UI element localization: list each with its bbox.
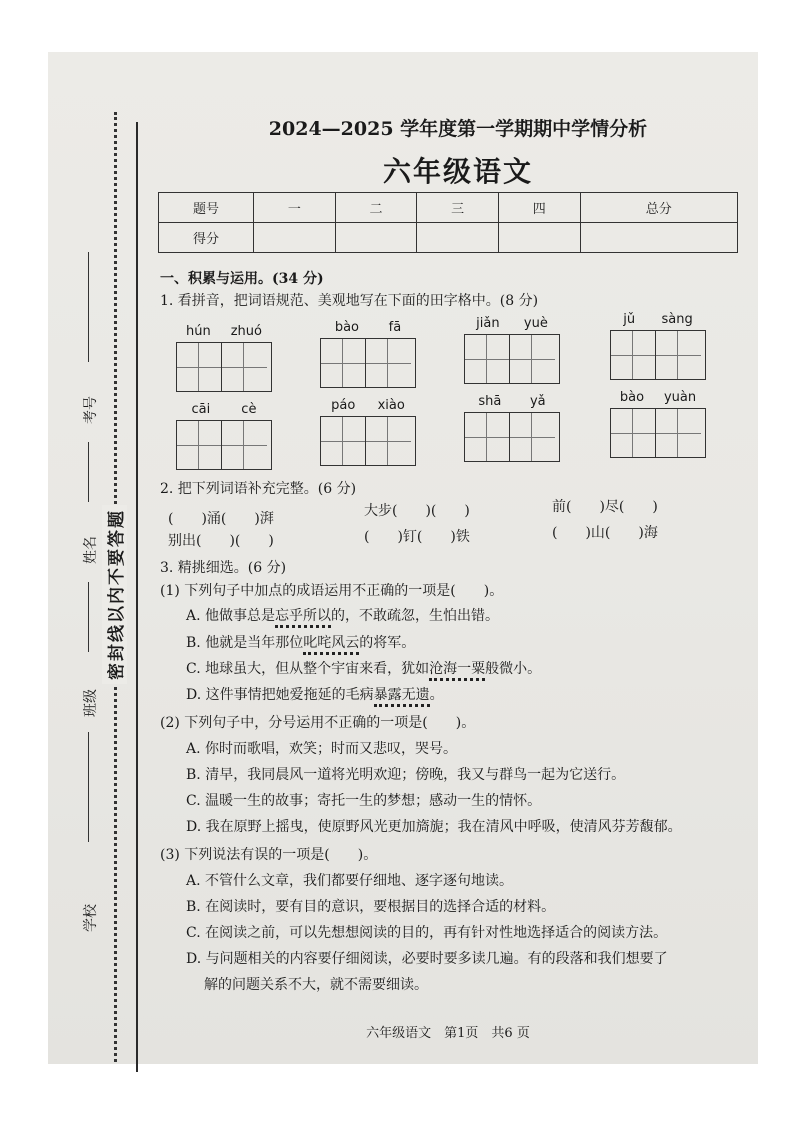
seal-warning: 密封线以内不要答题 — [102, 505, 127, 684]
binding-strip — [48, 52, 140, 1064]
option-d[interactable]: D. 我在原野上摇曳，使原野风光更加旖旎；我在清风中呼吸，使清风芬芳馥郁。 — [186, 819, 682, 835]
school-label: 学校 — [83, 904, 99, 932]
option-d[interactable]: D. 与问题相关的内容要仔细阅读，必要时要多读几遍。有的段落和我们想要了 — [186, 951, 668, 967]
pinyin-text: yuàn — [663, 390, 697, 405]
page-footer: 六年级语文 第1页 共6 页 — [366, 1026, 530, 1041]
school-blank — [88, 822, 89, 842]
pinyin-item — [610, 312, 706, 380]
pinyin-text: shā — [478, 394, 502, 409]
option-d[interactable]: D. 这件事情把她爱拖延的毛病暴露无遗。 — [186, 684, 444, 704]
option-c[interactable]: C. 地球虽大，但从整个宇宙来看，犹如沧海一粟般微小。 — [186, 658, 541, 678]
scanned-page — [48, 52, 758, 1064]
pinyin-item — [320, 320, 416, 388]
idiom-fill-item[interactable]: ( )山( )海 — [552, 525, 658, 541]
tian-grid[interactable] — [610, 330, 706, 380]
idiom-fill-item[interactable]: 大步( )( ) — [364, 503, 470, 519]
pinyin-item — [464, 394, 560, 462]
pinyin-text: hún — [186, 324, 211, 339]
option-c[interactable]: C. 温暖一生的故事；寄托一生的梦想；感动一生的情怀。 — [186, 793, 542, 809]
pinyin-text: cāi — [191, 402, 211, 417]
pinyin-text: jiǎn — [476, 316, 500, 331]
question-1-prompt: 1. 看拼音，把词语规范、美观地写在下面的田字格中。(8 分) — [160, 293, 539, 309]
name-blank — [88, 442, 89, 502]
pinyin-text: cè — [241, 402, 257, 417]
tian-grid[interactable] — [176, 420, 272, 470]
score-header-cell: 三 — [417, 193, 499, 223]
pinyin-text: zhuó — [230, 324, 262, 339]
score-cell[interactable] — [417, 223, 499, 253]
option-b[interactable]: B. 清早，我同晨风一道将光明欢迎；傍晚，我又与群鸟一起为它送行。 — [186, 767, 626, 783]
pinyin-text: páo — [331, 398, 356, 413]
sub-question-2-stem: (2) 下列句子中，分号运用不正确的一项是( )。 — [160, 715, 476, 731]
pinyin-text: yǎ — [529, 394, 546, 409]
pinyin-item — [610, 390, 706, 458]
score-cell[interactable] — [580, 223, 737, 253]
score-cell[interactable] — [254, 223, 336, 253]
score-table — [158, 192, 738, 253]
emphasized-idiom: 叱咤风云 — [303, 635, 359, 655]
class-label: 班级 — [83, 689, 99, 717]
pinyin-item — [176, 324, 272, 392]
pinyin-item — [464, 316, 560, 384]
idiom-fill-item[interactable]: 别出( )( ) — [168, 533, 274, 549]
score-cell[interactable] — [498, 223, 580, 253]
exam-content — [158, 52, 758, 1064]
score-table-score-row — [159, 223, 738, 253]
emphasized-idiom: 沧海一粟 — [429, 661, 485, 681]
option-a[interactable]: A. 他做事总是忘乎所以的，不敢疏忽，生怕出错。 — [186, 605, 499, 625]
idiom-fill-item[interactable]: ( )钉( )铁 — [364, 529, 470, 545]
tian-grid[interactable] — [176, 342, 272, 392]
sub-question-3-stem: (3) 下列说法有误的一项是( )。 — [160, 847, 378, 863]
exam-title: 2024—2025 学年度第一学期期中学情分析 — [268, 118, 648, 140]
tian-grid[interactable] — [320, 338, 416, 388]
section-1-title: 一、积累与运用。(34 分) — [160, 271, 324, 287]
sub-question-1-stem: (1) 下列句子中加点的成语运用不正确的一项是( )。 — [160, 583, 504, 599]
score-row-label: 得分 — [159, 223, 254, 253]
class-blank — [88, 582, 89, 652]
option-c[interactable]: C. 在阅读之前，可以先想想阅读的目的，再有针对性地选择适合的阅读方法。 — [186, 925, 668, 941]
tian-grid[interactable] — [320, 416, 416, 466]
option-a[interactable]: A. 不管什么文章，我们都要仔细地、逐字逐句地读。 — [186, 873, 514, 889]
question-2-prompt: 2. 把下列词语补充完整。(6 分) — [160, 481, 357, 497]
pinyin-text: bào — [334, 320, 359, 335]
pinyin-text: yuè — [523, 316, 548, 331]
score-header-cell: 四 — [498, 193, 580, 223]
emphasized-idiom: 暴露无遗 — [374, 687, 430, 707]
score-header-cell: 题号 — [159, 193, 254, 223]
score-cell[interactable] — [335, 223, 417, 253]
pinyin-text: jǔ — [623, 312, 636, 327]
score-header-cell: 一 — [254, 193, 336, 223]
tian-grid[interactable] — [464, 412, 560, 462]
pinyin-text: sàng — [661, 312, 693, 327]
option-a[interactable]: A. 你时而歌唱，欢笑；时而又悲叹，哭号。 — [186, 741, 458, 757]
tian-grid[interactable] — [464, 334, 560, 384]
name-label: 姓名 — [83, 536, 99, 564]
score-header-cell: 总分 — [580, 193, 737, 223]
exam-no-label: 考号 — [83, 396, 99, 424]
score-table-header-row — [159, 193, 738, 223]
option-b[interactable]: B. 他就是当年那位叱咤风云的将军。 — [186, 632, 415, 652]
tian-grid[interactable] — [610, 408, 706, 458]
pinyin-item — [320, 398, 416, 466]
emphasized-idiom: 忘乎所以 — [275, 608, 331, 628]
pinyin-text: xiào — [377, 398, 405, 413]
idiom-fill-item[interactable]: 前( )尽( ) — [552, 499, 658, 515]
idiom-fill-item[interactable]: ( )涌( )湃 — [168, 511, 274, 527]
question-3-prompt: 3. 精挑细选。(6 分) — [160, 560, 287, 576]
score-header-cell: 二 — [335, 193, 417, 223]
binding-line — [136, 122, 138, 1072]
pinyin-text: bào — [619, 390, 645, 405]
option-b[interactable]: B. 在阅读时，要有目的意识，要根据目的选择合适的材料。 — [186, 899, 556, 915]
pinyin-text: fā — [388, 320, 402, 335]
exam-subject: 六年级语文 — [382, 155, 533, 188]
option-d-continued: 解的问题关系不大，就不需要细读。 — [204, 977, 428, 993]
exam-no-blank — [88, 252, 89, 362]
pinyin-item — [176, 402, 272, 470]
